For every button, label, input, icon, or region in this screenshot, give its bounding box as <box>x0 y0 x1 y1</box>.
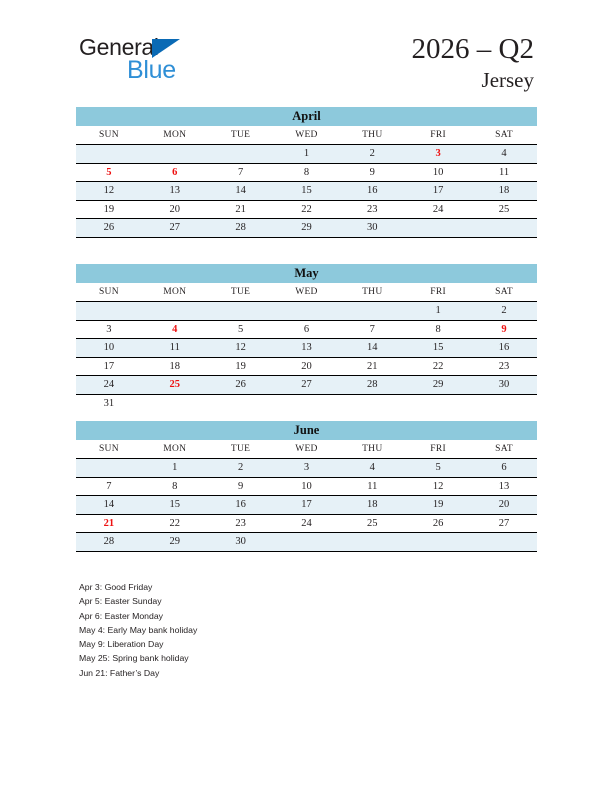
day-cell-empty <box>274 302 340 321</box>
day-cell-may-19[interactable]: 19 <box>208 357 274 376</box>
day-cell-empty <box>471 533 537 552</box>
day-cell-june-15[interactable]: 15 <box>142 496 208 515</box>
day-cell-empty <box>142 394 208 412</box>
day-cell-may-24[interactable]: 24 <box>76 376 142 395</box>
holiday-legend-item: Apr 5: Easter Sunday <box>79 596 162 607</box>
weekday-header-mon: MON <box>142 283 208 302</box>
calendar-month-april <box>76 107 537 238</box>
day-cell-april-25[interactable]: 25 <box>471 200 537 219</box>
day-cell-april-12[interactable]: 12 <box>76 182 142 201</box>
day-cell-june-9[interactable]: 9 <box>208 477 274 496</box>
day-cell-june-20[interactable]: 20 <box>471 496 537 515</box>
day-cell-june-24[interactable]: 24 <box>274 514 340 533</box>
week-row <box>76 219 537 238</box>
weekday-header-row-may <box>76 283 537 302</box>
day-cell-may-17[interactable]: 17 <box>76 357 142 376</box>
weekday-header-sun: SUN <box>76 440 142 459</box>
day-cell-may-20[interactable]: 20 <box>274 357 340 376</box>
weekday-header-row-april <box>76 126 537 145</box>
week-row <box>76 533 537 552</box>
weekday-header-mon: MON <box>142 440 208 459</box>
weekday-header-thu: THU <box>339 126 405 145</box>
day-cell-empty <box>76 302 142 321</box>
day-cell-may-18[interactable]: 18 <box>142 357 208 376</box>
day-cell-empty <box>274 394 340 412</box>
day-cell-empty <box>339 394 405 412</box>
day-cell-april-10[interactable]: 10 <box>405 163 471 182</box>
month-title-row-april <box>76 107 537 126</box>
day-cell-june-8[interactable]: 8 <box>142 477 208 496</box>
weekday-header-thu: THU <box>339 283 405 302</box>
day-cell-june-21[interactable]: 21 <box>76 514 142 533</box>
day-cell-may-13[interactable]: 13 <box>274 339 340 358</box>
weekday-header-fri: FRI <box>405 126 471 145</box>
day-cell-may-26[interactable]: 26 <box>208 376 274 395</box>
weekday-header-tue: TUE <box>208 126 274 145</box>
weekday-header-sat: SAT <box>471 283 537 302</box>
day-cell-june-1[interactable]: 1 <box>142 459 208 478</box>
day-cell-april-13[interactable]: 13 <box>142 182 208 201</box>
day-cell-may-27[interactable]: 27 <box>274 376 340 395</box>
day-cell-april-7[interactable]: 7 <box>208 163 274 182</box>
weekday-header-wed: WED <box>274 440 340 459</box>
day-cell-may-5[interactable]: 5 <box>208 320 274 339</box>
week-row <box>76 514 537 533</box>
week-row <box>76 459 537 478</box>
weekday-header-thu: THU <box>339 440 405 459</box>
weekday-header-wed: WED <box>274 283 340 302</box>
day-cell-june-5[interactable]: 5 <box>405 459 471 478</box>
day-cell-april-15[interactable]: 15 <box>274 182 340 201</box>
week-row <box>76 394 537 412</box>
day-cell-april-11[interactable]: 11 <box>471 163 537 182</box>
day-cell-april-6[interactable]: 6 <box>142 163 208 182</box>
day-cell-may-10[interactable]: 10 <box>76 339 142 358</box>
weekday-header-sat: SAT <box>471 440 537 459</box>
day-cell-may-22[interactable]: 22 <box>405 357 471 376</box>
logo-text-general: General <box>79 34 159 60</box>
day-cell-empty <box>405 219 471 238</box>
holiday-legend-item: May 9: Liberation Day <box>79 639 164 650</box>
day-cell-may-7[interactable]: 7 <box>339 320 405 339</box>
day-cell-april-26[interactable]: 26 <box>76 219 142 238</box>
week-row <box>76 163 537 182</box>
page-title: 2026 – Q2 <box>411 33 534 65</box>
weekday-header-sun: SUN <box>76 126 142 145</box>
day-cell-empty <box>76 459 142 478</box>
holiday-legend-item: Jun 21: Father’s Day <box>79 667 160 678</box>
day-cell-june-29[interactable]: 29 <box>142 533 208 552</box>
day-cell-june-23[interactable]: 23 <box>208 514 274 533</box>
day-cell-april-3[interactable]: 3 <box>405 145 471 164</box>
day-cell-june-7[interactable]: 7 <box>76 477 142 496</box>
day-cell-may-30[interactable]: 30 <box>471 376 537 395</box>
day-cell-empty <box>471 219 537 238</box>
day-cell-empty <box>208 394 274 412</box>
day-cell-may-12[interactable]: 12 <box>208 339 274 358</box>
day-cell-april-30[interactable]: 30 <box>339 219 405 238</box>
day-cell-may-3[interactable]: 3 <box>76 320 142 339</box>
weekday-header-tue: TUE <box>208 283 274 302</box>
week-row <box>76 182 537 201</box>
weekday-header-fri: FRI <box>405 283 471 302</box>
day-cell-june-25[interactable]: 25 <box>339 514 405 533</box>
day-cell-june-22[interactable]: 22 <box>142 514 208 533</box>
day-cell-empty <box>142 145 208 164</box>
day-cell-april-16[interactable]: 16 <box>339 182 405 201</box>
day-cell-april-23[interactable]: 23 <box>339 200 405 219</box>
weekday-header-tue: TUE <box>208 440 274 459</box>
day-cell-april-19[interactable]: 19 <box>76 200 142 219</box>
day-cell-april-28[interactable]: 28 <box>208 219 274 238</box>
month-title-may: May <box>76 264 537 283</box>
day-cell-may-16[interactable]: 16 <box>471 339 537 358</box>
day-cell-empty <box>274 533 340 552</box>
day-cell-may-15[interactable]: 15 <box>405 339 471 358</box>
holiday-legend-item: Apr 6: Easter Monday <box>79 610 164 621</box>
day-cell-june-27[interactable]: 27 <box>471 514 537 533</box>
day-cell-may-25[interactable]: 25 <box>142 376 208 395</box>
day-cell-may-4[interactable]: 4 <box>142 320 208 339</box>
week-row <box>76 320 537 339</box>
day-cell-may-28[interactable]: 28 <box>339 376 405 395</box>
day-cell-april-8[interactable]: 8 <box>274 163 340 182</box>
holiday-legend-item: May 25: Spring bank holiday <box>79 653 189 664</box>
day-cell-april-9[interactable]: 9 <box>339 163 405 182</box>
day-cell-may-9[interactable]: 9 <box>471 320 537 339</box>
day-cell-april-14[interactable]: 14 <box>208 182 274 201</box>
weekday-header-row-june <box>76 440 537 459</box>
day-cell-april-4[interactable]: 4 <box>471 145 537 164</box>
day-cell-april-5[interactable]: 5 <box>76 163 142 182</box>
weekday-header-wed: WED <box>274 126 340 145</box>
day-cell-empty <box>142 302 208 321</box>
day-cell-may-1[interactable]: 1 <box>405 302 471 321</box>
week-row <box>76 357 537 376</box>
day-cell-may-8[interactable]: 8 <box>405 320 471 339</box>
calendar-month-june <box>76 421 537 552</box>
week-row <box>76 477 537 496</box>
weekday-header-sat: SAT <box>471 126 537 145</box>
weekday-header-mon: MON <box>142 126 208 145</box>
holiday-legend <box>79 580 479 680</box>
holiday-legend-item: May 4: Early May bank holiday <box>79 624 198 635</box>
day-cell-may-2[interactable]: 2 <box>471 302 537 321</box>
holiday-legend-item: Apr 3: Good Friday <box>79 582 153 592</box>
day-cell-empty <box>471 394 537 412</box>
day-cell-empty <box>339 533 405 552</box>
day-cell-april-1[interactable]: 1 <box>274 145 340 164</box>
week-row <box>76 200 537 219</box>
day-cell-april-29[interactable]: 29 <box>274 219 340 238</box>
logo-text-blue: Blue <box>127 56 176 84</box>
day-cell-june-2[interactable]: 2 <box>208 459 274 478</box>
day-cell-may-14[interactable]: 14 <box>339 339 405 358</box>
day-cell-june-30[interactable]: 30 <box>208 533 274 552</box>
day-cell-may-29[interactable]: 29 <box>405 376 471 395</box>
day-cell-june-17[interactable]: 17 <box>274 496 340 515</box>
day-cell-empty <box>405 394 471 412</box>
day-cell-june-19[interactable]: 19 <box>405 496 471 515</box>
week-row <box>76 376 537 395</box>
day-cell-april-20[interactable]: 20 <box>142 200 208 219</box>
day-cell-june-26[interactable]: 26 <box>405 514 471 533</box>
day-cell-may-6[interactable]: 6 <box>274 320 340 339</box>
day-cell-june-6[interactable]: 6 <box>471 459 537 478</box>
day-cell-june-16[interactable]: 16 <box>208 496 274 515</box>
title-block <box>412 32 534 93</box>
day-cell-june-4[interactable]: 4 <box>339 459 405 478</box>
weekday-header-sun: SUN <box>76 283 142 302</box>
month-title-row-may <box>76 264 537 283</box>
day-cell-april-27[interactable]: 27 <box>142 219 208 238</box>
day-cell-june-10[interactable]: 10 <box>274 477 340 496</box>
day-cell-june-18[interactable]: 18 <box>339 496 405 515</box>
day-cell-june-11[interactable]: 11 <box>339 477 405 496</box>
day-cell-april-18[interactable]: 18 <box>471 182 537 201</box>
day-cell-april-2[interactable]: 2 <box>339 145 405 164</box>
page-header <box>0 0 612 100</box>
month-title-april: April <box>76 107 537 126</box>
day-cell-empty <box>405 533 471 552</box>
day-cell-may-23[interactable]: 23 <box>471 357 537 376</box>
day-cell-may-31[interactable]: 31 <box>76 394 142 412</box>
day-cell-june-14[interactable]: 14 <box>76 496 142 515</box>
day-cell-empty <box>208 145 274 164</box>
general-blue-logo <box>79 36 279 86</box>
day-cell-june-12[interactable]: 12 <box>405 477 471 496</box>
week-row <box>76 496 537 515</box>
page-subtitle-location: Jersey <box>481 68 534 92</box>
day-cell-june-28[interactable]: 28 <box>76 533 142 552</box>
calendar-month-may <box>76 264 537 412</box>
week-row <box>76 302 537 321</box>
week-row <box>76 339 537 358</box>
day-cell-april-22[interactable]: 22 <box>274 200 340 219</box>
day-cell-april-17[interactable]: 17 <box>405 182 471 201</box>
month-title-june: June <box>76 421 537 440</box>
day-cell-june-13[interactable]: 13 <box>471 477 537 496</box>
day-cell-empty <box>76 145 142 164</box>
day-cell-april-24[interactable]: 24 <box>405 200 471 219</box>
month-title-row-june <box>76 421 537 440</box>
week-row <box>76 145 537 164</box>
day-cell-may-21[interactable]: 21 <box>339 357 405 376</box>
day-cell-april-21[interactable]: 21 <box>208 200 274 219</box>
day-cell-empty <box>208 302 274 321</box>
weekday-header-fri: FRI <box>405 440 471 459</box>
day-cell-may-11[interactable]: 11 <box>142 339 208 358</box>
day-cell-june-3[interactable]: 3 <box>274 459 340 478</box>
day-cell-empty <box>339 302 405 321</box>
